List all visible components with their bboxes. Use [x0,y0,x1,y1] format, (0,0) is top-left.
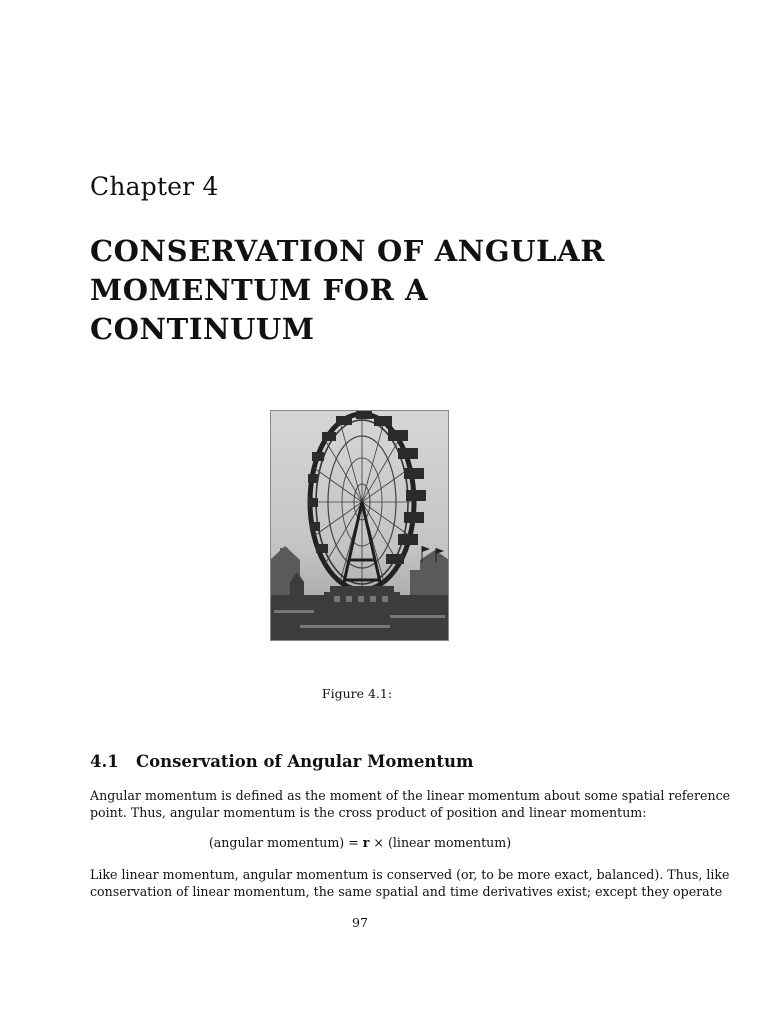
equation-rhs: × (linear momentum) [369,835,512,850]
section-heading [90,752,473,771]
section-number: 4.1 [90,752,119,771]
section-title: Conservation of Angular Momentum [136,752,474,771]
chapter-label: Chapter 4 [90,172,219,201]
paragraph-line: Angular momentum is defined as the moment of the linear momentum about some spatial reference [90,788,731,803]
equation-lhs: (angular momentum) = [208,835,363,850]
display-equation [0,835,720,850]
paragraph-line: conservation of linear momentum, the same spatial and time derivatives exist; except they operate [90,883,723,899]
paragraph-line: point. Thus, angular momentum is the cross product of position and linear momentum: [90,804,647,820]
chapter-title-line: MOMENTUM FOR A [90,273,429,307]
figure-caption: Figure 4.1: [321,686,393,701]
equation-vector: r [362,835,370,850]
ferris-wheel-photo [270,410,449,641]
paragraph-line: Like linear momentum, angular momentum is conserved (or, to be more exact, balanced). Thus, like [90,867,730,882]
body-paragraph [90,867,730,900]
chapter-title-line: CONTINUUM [90,312,315,346]
chapter-title-line: CONSERVATION OF ANGULAR [90,234,605,268]
body-paragraph [90,788,731,821]
chapter-title [90,232,690,349]
page-number: 97 [352,915,368,930]
